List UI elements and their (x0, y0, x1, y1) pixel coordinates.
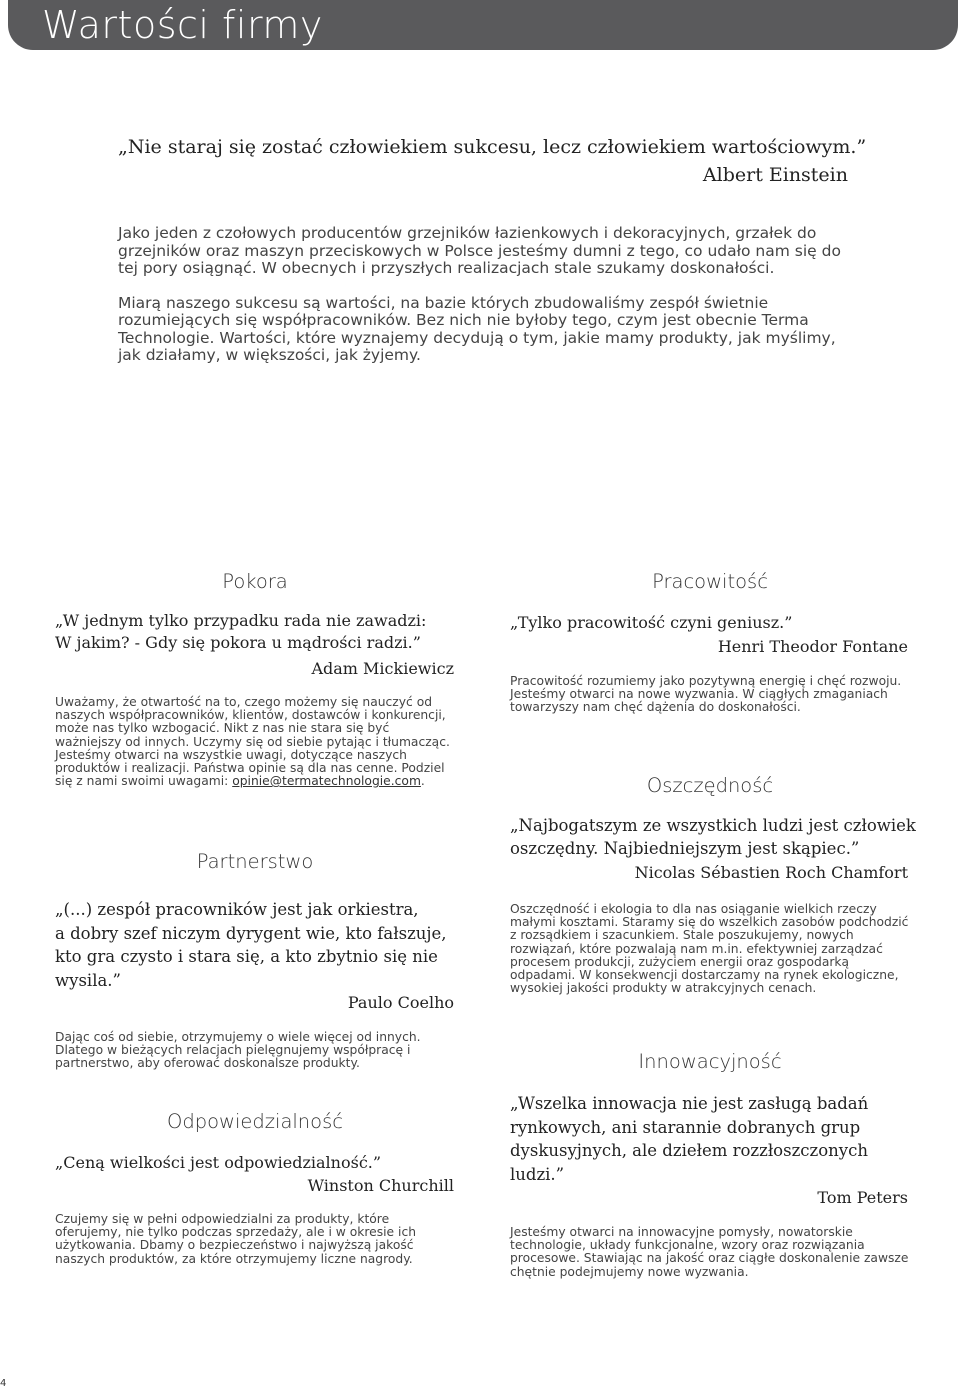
partnerstwo-quote-line-4: wysila.” (55, 970, 121, 990)
pracowitosc-quote: „Tylko pracowitość czyni geniusz.” (510, 613, 793, 632)
pracowitosc-quote-author: Henri Theodor Fontane (717, 637, 908, 656)
oszczednosc-quote-line-1: „Najbogatszym ze wszystkich ludzi jest człowiek (510, 816, 916, 835)
section-title-odpowiedzialnosc: Odpowiedzialność (167, 1110, 343, 1133)
main-quote-author: Albert Einstein (702, 164, 848, 186)
pokora-quote-line-1: „W jednym tylko przypadku rada nie zawadzi: (55, 611, 427, 630)
partnerstwo-quote-line-1: „(...) zespół pracowników jest jak orkiestra, (55, 900, 419, 919)
partnerstwo-quote (55, 898, 475, 992)
pokora-quote-author: Adam Mickiewicz (311, 659, 454, 678)
partnerstwo-quote-line-3: kto gra czysto i stara się, a kto zbytnio się nie (55, 947, 438, 966)
odpowiedzialnosc-body: Czujemy się w pełni odpowiedzialni za produkty, które oferujemy, nie tylko podczas sprzedaży, ale i w okresie ich użytkowania. Dbamy o bezpieczeństwo i najwyższą jakość naszych produktów, za które otrzymujemy liczne nagrody. (55, 1212, 416, 1266)
innowacyjnosc-quote (510, 1092, 930, 1186)
page-number: 4 (0, 1378, 7, 1389)
oszczednosc-quote (510, 814, 930, 860)
pokora-body-text: Uważamy, że otwartość na to, czego możemy się nauczyć od naszych współpracowników, klientów, dostawców i konkurencji, może nas tylko wzbogacić. Nikt z nas nie stara się być ważniejszy od innych. Uczymy się od siebie pytając i tłumacząc. Jesteśmy otwarci na wszystkie uwagi, dotyczące naszych produktów i realizacji. Państwa opinie są dla nas cenne. Podziel się z nami swoimi uwagami: (55, 695, 450, 789)
odpowiedzialnosc-quote: „Ceną wielkości jest odpowiedzialność.” (55, 1153, 382, 1172)
page-title: Wartości firmy (42, 3, 323, 47)
partnerstwo-quote-line-2: a dobry szef niczym dyrygent wie, kto fałszuje, (55, 923, 447, 943)
innowacyjnosc-quote-line-2: rynkowych, ani starannie dobranych grup (510, 1117, 861, 1137)
partnerstwo-quote-author: Paulo Coelho (347, 993, 454, 1012)
partnerstwo-body: Dając coś od siebie, otrzymujemy o wiele więcej od innych. Dlatego w bieżących relacjach pielęgnujemy współpracę i partnerstwo, aby oferować doskonalsze produkty. (55, 1030, 421, 1071)
odpowiedzialnosc-quote-author: Winston Churchill (307, 1176, 454, 1195)
main-quote: „Nie staraj się zostać człowiekiem sukcesu, lecz człowiekiem wartościowym.” (118, 136, 867, 158)
innowacyjnosc-quote-author: Tom Peters (817, 1188, 908, 1207)
section-title-oszczednosc: Oszczędność (646, 774, 774, 797)
pokora-email-suffix: . (420, 774, 425, 789)
page-header-bar (8, 0, 958, 50)
oszczednosc-quote-line-2: oszczędny. Najbiedniejszym jest skąpiec.” (510, 839, 860, 858)
pokora-quote-line-2: W jakim? - Gdy się pokora u mądrości radzi.” (55, 633, 421, 652)
oszczednosc-body: Oszczędność i ekologia to dla nas osiąganie wielkich rzeczy małymi kosztami. Staramy się do wszelkich zasobów podchodzić z rozsądkiem i szacunkiem. Stale poszukujemy, nowych rozwiązań, które pozwalają nam m.in. efektywniej zarządzać procesem produkcji, zużyciem energii oraz gospodarką odpadami. W konsekwencji dostarczamy na rynek ekologiczne, wysokiej jakości produkty w atrakcyjnych cenach. (510, 902, 909, 996)
pokora-quote (55, 610, 455, 654)
oszczednosc-quote-author: Nicolas Sébastien Roch Chamfort (634, 863, 908, 882)
intro-paragraph-2: Miarą naszego sukcesu są wartości, na bazie których zbudowaliśmy zespół świetnie rozumiejących się współpracowników. Bez nich nie byłoby tego, czym jest obecnie Terma Technologie. Wartości, które wyznajemy decydują o tym, jakie mamy produkty, jak myślimy, jak działamy, w większości, jak żyjemy. (118, 293, 836, 364)
innowacyjnosc-quote-line-4: ludzi.” (510, 1164, 565, 1184)
section-title-pokora: Pokora (222, 570, 288, 593)
section-title-pracowitosc: Pracowitość (652, 570, 768, 593)
innowacyjnosc-quote-line-3: dyskusyjnych, ale dziełem rozzłoszczonych (510, 1141, 868, 1160)
contact-email-link[interactable]: opinie@termatechnologie.com (232, 774, 421, 789)
section-title-innowacyjnosc: Innowacyjność (638, 1050, 782, 1073)
intro-paragraph-1: Jako jeden z czołowych producentów grzejników łazienkowych i dekoracyjnych, grzałek do grzejników oraz maszyn przeciskowych w Polsce jesteśmy dumni z tego, co udało nam się do tej pory osiągnąć. W obecnych i przyszłych realizacjach stale szukamy doskonałości. (118, 224, 841, 277)
innowacyjnosc-body: Jesteśmy otwarci na innowacyjne pomysły, nowatorskie technologie, układy funkcjonalne, wzory oraz rozwiązania procesowe. Stawiając na jakość oraz ciągłe doskonalenie zawsze chętnie podejmujemy nowe wyzwania. (510, 1225, 909, 1279)
innowacyjnosc-quote-line-1: „Wszelka innowacja nie jest zasługą badań (510, 1094, 869, 1113)
pracowitosc-body: Pracowitość rozumiemy jako pozytywną energię i chęć rozwoju. Jesteśmy otwarci na nowe wyzwania. W ciągłych zmaganiach towarzyszy nam chęć dążenia do doskonałości. (510, 674, 902, 715)
section-title-partnerstwo: Partnerstwo (196, 850, 314, 873)
intro-text (118, 225, 858, 382)
pokora-body (55, 696, 455, 788)
